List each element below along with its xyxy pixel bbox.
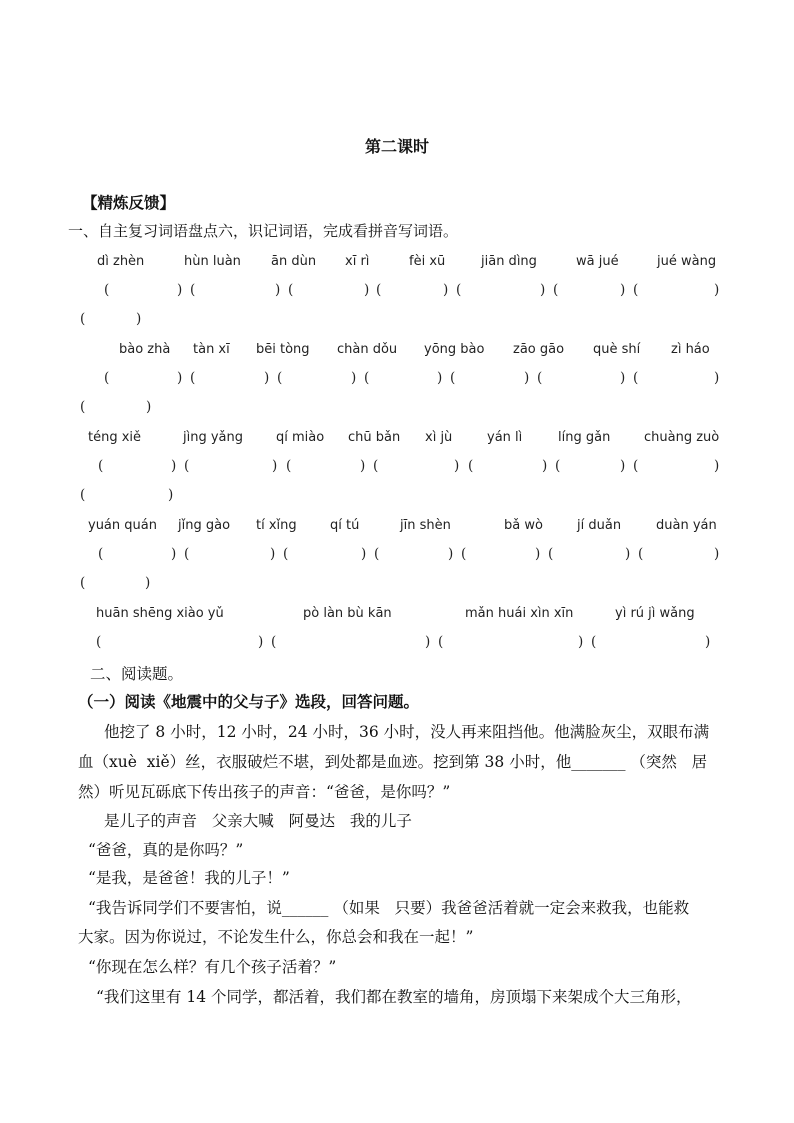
answer-blank-close: ) [270,546,276,562]
answer-blank-open: ( [80,399,86,415]
pinyin-item: yán lì [487,430,523,445]
answer-blank-open: ( [98,458,104,474]
section-label: 【精炼反馈】 [82,193,176,212]
pinyin-item: duàn yán [656,518,717,533]
answer-blank-open: ( [80,487,86,503]
passage-line: “我们这里有 14 个同学，都活着，我们都在教室的墙角，房顶塌下来架成个大三角形， [96,988,692,1006]
answer-blank-open: ( [96,634,102,650]
pinyin-item: bǎ wò [504,518,543,533]
answer-blank-close: ) [171,546,177,562]
pinyin-item: tí xǐng [256,518,297,533]
answer-blank-open: ( [461,546,467,562]
pinyin-item: téng xiě [88,430,142,445]
passage-line: “你现在怎么样？有几个孩子活着？” [88,958,337,976]
answer-blank-close: ) [425,634,431,650]
answer-blank-open: ( [638,546,644,562]
answer-blank-open: ( [184,458,190,474]
answer-blank-close: ) [264,370,270,386]
answer-blank-open: ( [456,282,462,298]
answer-blank-close: ) [360,458,366,474]
pinyin-item: qí tú [330,518,360,533]
answer-blank-open: ( [80,311,86,327]
answer-blank-close: ) [145,575,151,591]
pinyin-item: zāo gāo [513,342,565,357]
passage-line: 大家。因为你说过，不论发生什么，你总会和我在一起！” [78,928,474,946]
answer-blank-close: ) [364,282,370,298]
reading-heading: （一）阅读《地震中的父与子》选段，回答问题。 [78,692,420,711]
pinyin-item: xì jù [425,430,453,445]
pinyin-item: qí miào [276,430,325,445]
answer-blank-open: ( [438,634,444,650]
answer-blank-open: ( [98,546,104,562]
answer-blank-open: ( [271,634,277,650]
answer-blank-close: ) [714,370,720,386]
passage-line: “是我，是爸爸！我的儿子！” [88,869,290,887]
answer-blank-close: ) [540,282,546,298]
pinyin-item: yì rú jì wǎng [615,606,695,621]
answer-blank-close: ) [136,311,142,327]
passage-line: “爸爸，真的是你吗？” [88,841,244,859]
answer-blank-open: ( [633,458,639,474]
answer-blank-close: ) [275,282,281,298]
pinyin-item: wā jué [576,254,619,269]
passage-line: “我告诉同学们不要害怕，说______ （如果 只要）我爸爸活着就一定会来救我，也能救 [88,899,690,917]
answer-blank-close: ) [542,458,548,474]
answer-blank-close: ) [351,370,357,386]
pinyin-item: què shí [593,342,641,357]
answer-blank-open: ( [553,282,559,298]
answer-blank-open: ( [104,282,110,298]
answer-blank-open: ( [373,458,379,474]
answer-blank-open: ( [555,458,561,474]
answer-blank-close: ) [146,399,152,415]
pinyin-item: jīn shèn [400,518,451,533]
answer-blank-open: ( [591,634,597,650]
pinyin-item: chàn dǒu [337,342,398,357]
question-1-instruction: 一、自主复习词语盘点六，识记词语，完成看拼音写词语。 [68,222,459,240]
answer-blank-close: ) [625,546,631,562]
pinyin-item: jiān dìng [481,254,537,269]
question-2-heading: 二、阅读题。 [90,665,184,683]
answer-blank-open: ( [286,458,292,474]
answer-blank-close: ) [177,370,183,386]
pinyin-item: mǎn huái xìn xīn [465,606,574,621]
pinyin-item: zì háo [671,342,710,357]
answer-blank-close: ) [437,370,443,386]
pinyin-item: chuàng zuò [644,430,720,445]
pinyin-item: fèi xū [409,254,446,269]
answer-blank-open: ( [288,282,294,298]
pinyin-item: jí duǎn [577,518,622,533]
answer-blank-open: ( [184,546,190,562]
answer-blank-close: ) [171,458,177,474]
answer-blank-close: ) [620,458,626,474]
pinyin-item: ān dùn [271,254,317,269]
answer-blank-close: ) [714,458,720,474]
pinyin-item: chū bǎn [348,430,401,445]
answer-blank-open: ( [364,370,370,386]
pinyin-item: yuán quán [88,518,157,533]
answer-blank-open: ( [633,370,639,386]
pinyin-item: hùn luàn [184,254,241,269]
answer-blank-open: ( [190,370,196,386]
pinyin-item: bào zhà [119,342,171,357]
pinyin-item: yōng bào [424,342,485,357]
pinyin-item: xī rì [345,254,370,269]
pinyin-item: dì zhèn [97,254,145,269]
answer-blank-close: ) [620,370,626,386]
answer-blank-open: ( [376,282,382,298]
answer-blank-close: ) [714,282,720,298]
answer-blank-open: ( [633,282,639,298]
answer-blank-close: ) [272,458,278,474]
answer-blank-close: ) [578,634,584,650]
answer-blank-close: ) [361,546,367,562]
answer-blank-open: ( [537,370,543,386]
answer-blank-close: ) [714,546,720,562]
pinyin-item: bēi tòng [256,342,310,357]
answer-blank-close: ) [524,370,530,386]
passage-line: 他挖了 8 小时，12 小时，24 小时，36 小时，没人再来阻挡他。他满脸灰尘，双眼布满 [104,723,710,741]
passage-line: 是儿子的声音 父亲大喊 阿曼达 我的儿子 [104,812,412,830]
answer-blank-close: ) [620,282,626,298]
answer-blank-close: ) [177,282,183,298]
passage-line: 血（xuè xiě）丝，衣服破烂不堪，到处都是血迹。挖到第 38 小时，他_______ （突然 居 [78,753,708,771]
answer-blank-close: ) [443,282,449,298]
answer-blank-open: ( [277,370,283,386]
page-title: 第二课时 [364,137,429,156]
answer-blank-close: ) [454,458,460,474]
answer-blank-open: ( [80,575,86,591]
pinyin-item: jìng yǎng [183,430,243,445]
answer-blank-close: ) [705,634,711,650]
answer-blank-open: ( [104,370,110,386]
answer-blank-open: ( [190,282,196,298]
answer-blank-close: ) [258,634,264,650]
pinyin-item: jué wàng [657,254,717,269]
pinyin-item: tàn xī [193,342,230,357]
answer-blank-open: ( [450,370,456,386]
pinyin-item: líng gǎn [558,430,611,445]
pinyin-item: pò làn bù kān [303,606,392,621]
answer-blank-open: ( [468,458,474,474]
pinyin-item: huān shēng xiào yǔ [96,606,224,621]
answer-blank-close: ) [535,546,541,562]
answer-blank-close: ) [448,546,454,562]
passage-line: 然）听见瓦砾底下传出孩子的声音：“爸爸，是你吗？” [78,783,451,801]
pinyin-item: jǐng gào [178,518,231,533]
answer-blank-close: ) [168,487,174,503]
answer-blank-open: ( [283,546,289,562]
answer-blank-open: ( [374,546,380,562]
answer-blank-open: ( [548,546,554,562]
